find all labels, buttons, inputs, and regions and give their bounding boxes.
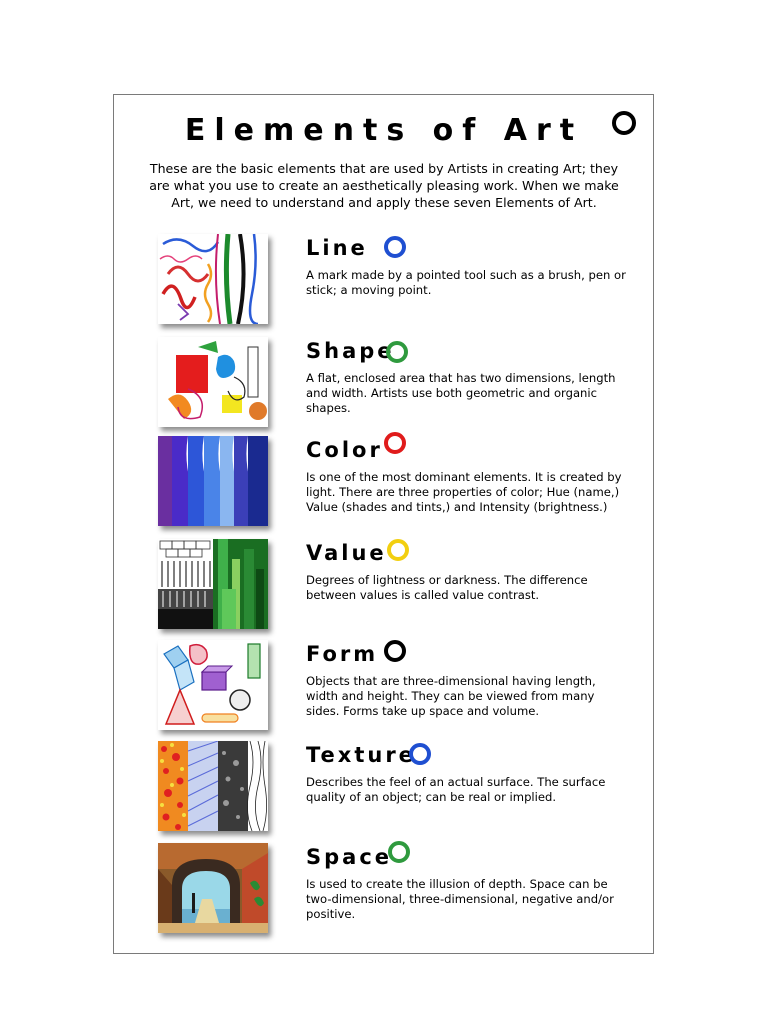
yellow-circle-icon [387, 539, 409, 561]
element-form [158, 640, 628, 732]
element-line [158, 234, 628, 326]
element-name: Shape [306, 339, 395, 363]
element-name: Value [306, 541, 387, 565]
element-name: Form [306, 642, 379, 666]
color-artwork-image [158, 436, 268, 526]
element-description: Is one of the most dominant elements. It is created by light. There are three properties of color; Hue (name,) Value (shades and tints,) and Intensity (brightness.) [306, 470, 622, 514]
texture-artwork-image [158, 741, 268, 831]
element-description: Is used to create the illusion of depth. Space can be two-dimensional, three-dimensional, negative and/or positive. [306, 877, 614, 921]
line-artwork-image [158, 234, 268, 324]
element-name: Line [306, 236, 368, 260]
red-circle-icon [384, 432, 406, 454]
green-circle-icon [386, 341, 408, 363]
space-artwork-image [158, 843, 268, 933]
black-circle-icon [612, 111, 636, 135]
element-description: A mark made by a pointed tool such as a brush, pen or stick; a moving point. [306, 268, 626, 297]
element-description: Degrees of lightness or darkness. The difference between values is called value contrast. [306, 573, 588, 602]
element-space [158, 843, 628, 935]
element-name: Space [306, 845, 393, 869]
value-artwork-image [158, 539, 268, 629]
form-artwork-image [158, 640, 268, 730]
element-name: Color [306, 438, 383, 462]
blue-circle-icon [384, 236, 406, 258]
element-shape [158, 337, 628, 429]
intro-text: These are the basic elements that are used by Artists in creating Art; they are what you use to create an aesthetically pleasing work. When we make Art, we need to understand and apply these seven Elements of Art. [149, 161, 619, 210]
element-description: A flat, enclosed area that has two dimensions, length and width. Artists use both geometric and organic shapes. [306, 371, 616, 415]
element-description: Objects that are three-dimensional having length, width and height. They can be viewed from many sides. Forms take up space and volume. [306, 674, 596, 718]
shape-artwork-image [158, 337, 268, 427]
element-value [158, 539, 628, 631]
green-circle-icon [388, 841, 410, 863]
page-title: Elements of Art [184, 113, 584, 148]
element-name: Texture [306, 743, 416, 767]
black-circle-icon [384, 640, 406, 662]
element-description: Describes the feel of an actual surface. The surface quality of an object; can be real or implied. [306, 775, 606, 804]
element-texture [158, 741, 628, 833]
element-color [158, 436, 628, 528]
blue-circle-icon [409, 743, 431, 765]
